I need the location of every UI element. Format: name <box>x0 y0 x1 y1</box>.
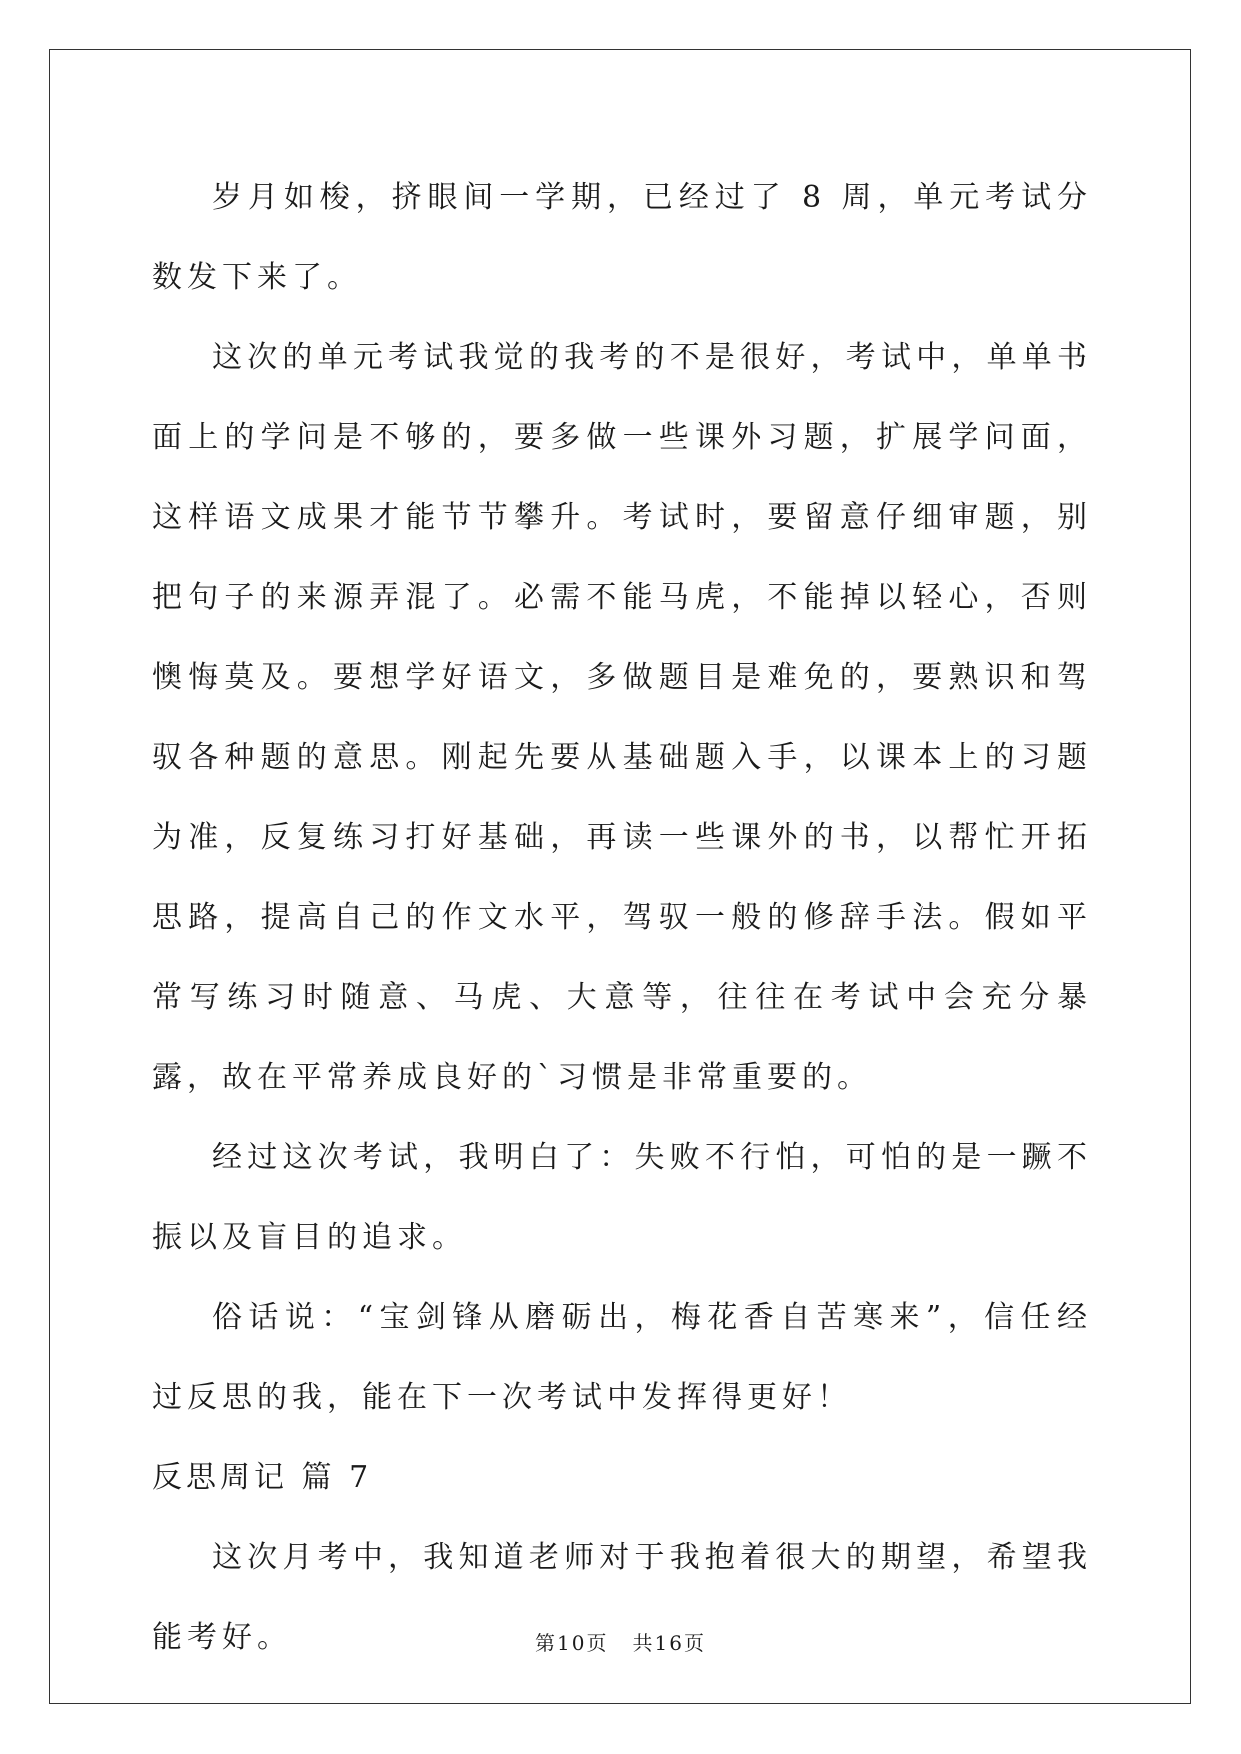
paragraph: 俗话说：“宝剑锋从磨砺出，梅花香自苦寒来”，信任经过反思的我，能在下一次考试中发挥得更好！ <box>152 1300 1092 1415</box>
page-footer <box>0 1627 1241 1656</box>
paragraph: 经过这次考试，我明白了：失败不行怕，可怕的是一蹶不振以及盲目的追求。 <box>152 1140 1092 1255</box>
paragraph: 岁月如梭，挤眼间一学期，已经过了 8 周，单元考试分数发下来了。 <box>152 180 1092 295</box>
document-body <box>152 158 1092 1678</box>
page-number: 第10页 <box>535 1631 609 1655</box>
paragraph: 这次月考中，我知道老师对于我抱着很大的期望，希望我能考好。 <box>152 1540 1092 1655</box>
paragraph: 这次的单元考试我觉的我考的不是很好，考试中，单单书面上的学问是不够的，要多做一些课外习题，扩展学问面，这样语文成果才能节节攀升。考试时，要留意仔细审题，别把句子的来源弄混了。必需不能马虎，不能掉以轻心，否则懊悔莫及。要想学好语文，多做题目是难免的，要熟识和驾驭各种题的意思。刚起先要从基础题入手，以课本上的习题为准，反复练习打好基础，再读一些课外的书，以帮忙开拓思路，提高自己的作文水平，驾驭一般的修辞手法。假如平常写练习时随意、马虎、大意等，往往在考试中会充分暴露，故在平常养成良好的`习惯是非常重要的。 <box>152 340 1092 1095</box>
section-heading: 反思周记 篇 7 <box>152 1460 373 1495</box>
page-total: 共16页 <box>632 1631 706 1655</box>
